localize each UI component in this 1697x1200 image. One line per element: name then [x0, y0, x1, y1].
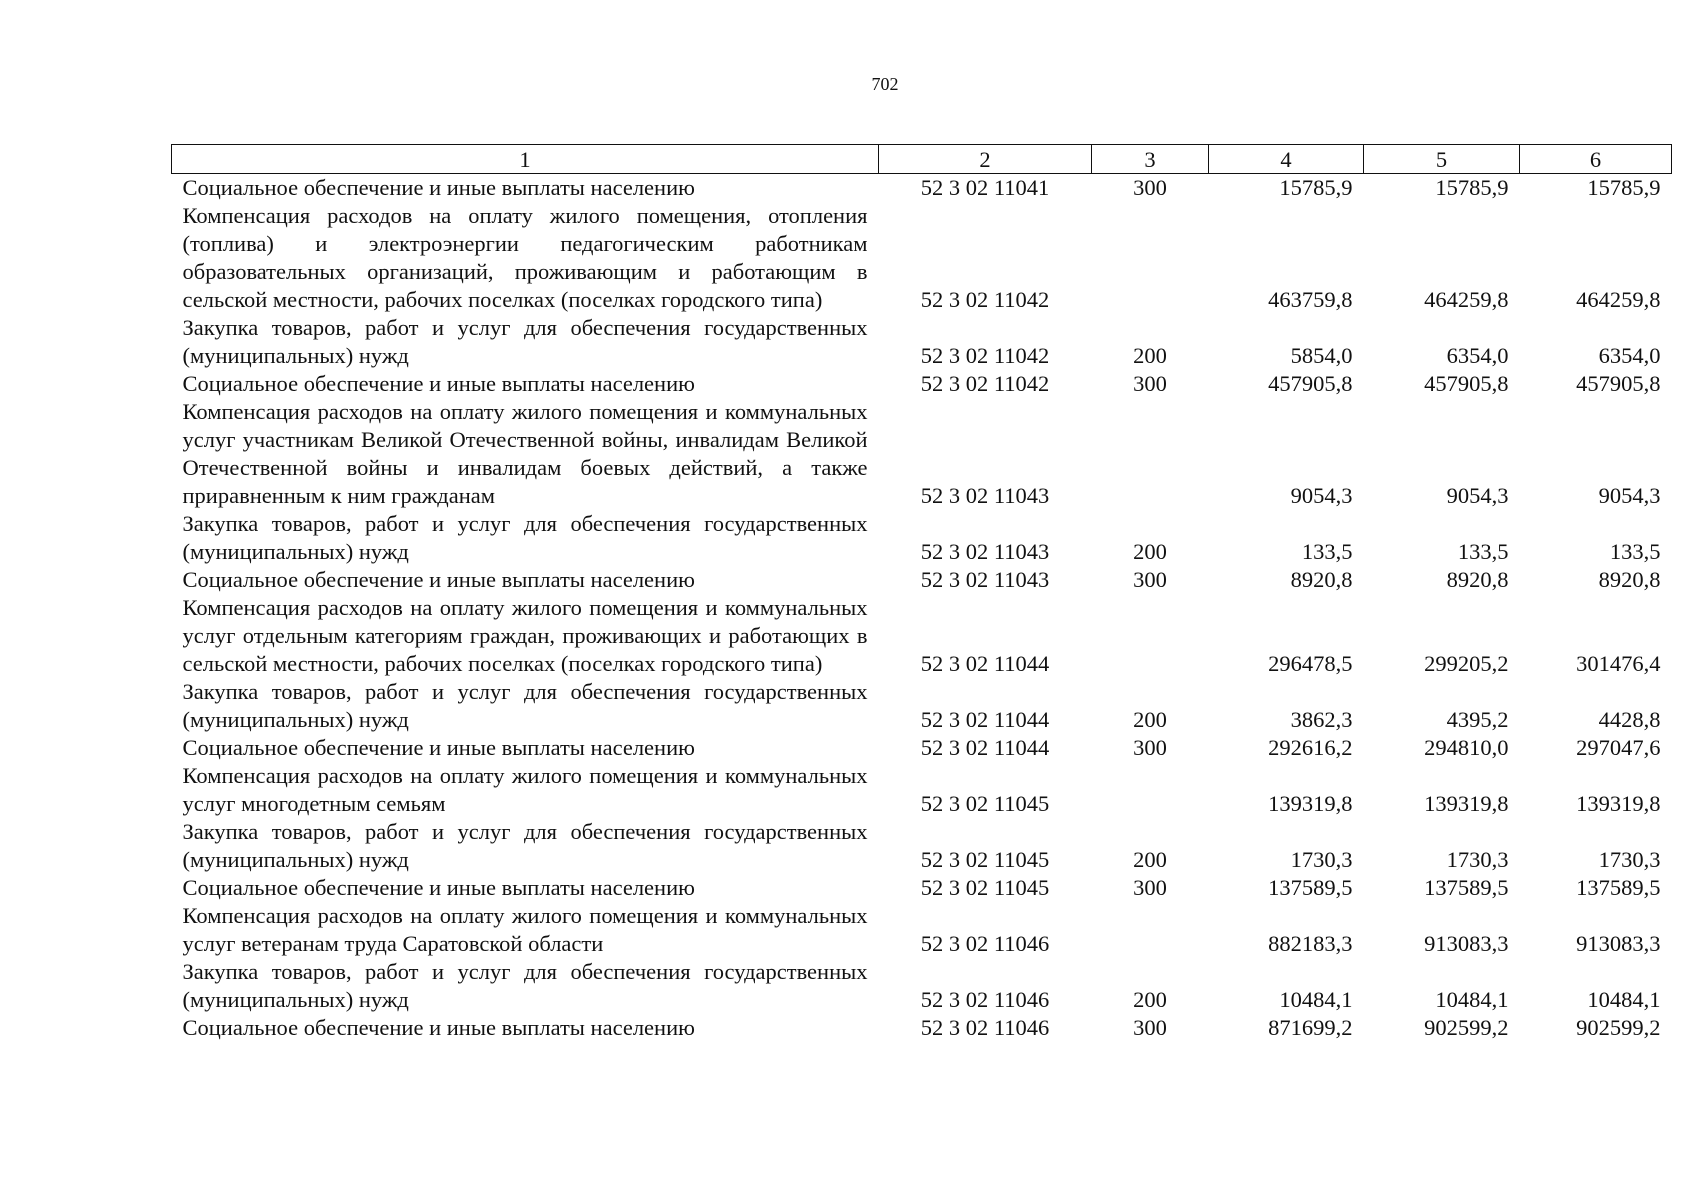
table-row [172, 566, 1672, 594]
table-header [172, 145, 1672, 174]
row-name-cell: Социальное обеспечение и иные выплаты населению [182, 371, 695, 396]
row-expense-type-cell: 300 [1133, 371, 1167, 396]
row-value-col6-cell: 15785,9 [1587, 175, 1661, 200]
table-row [172, 734, 1672, 762]
row-value-col6-cell: 9054,3 [1598, 483, 1661, 508]
row-value-col6-cell: 137589,5 [1576, 875, 1661, 900]
table-row [172, 594, 1672, 678]
row-expense-type-cell: 300 [1133, 175, 1167, 200]
row-value-col6-cell: 8920,8 [1598, 567, 1661, 592]
table-body [172, 174, 1672, 1043]
row-expense-type-cell: 200 [1133, 707, 1167, 732]
row-name-cell: Социальное обеспечение и иные выплаты населению [182, 735, 695, 760]
header-col-5: 5 [1364, 145, 1520, 174]
row-name-cell: Социальное обеспечение и иные выплаты населению [182, 1015, 695, 1040]
row-value-col4-cell: 457905,8 [1268, 371, 1353, 396]
row-value-col5-cell: 299205,2 [1424, 651, 1509, 676]
table-row [172, 958, 1672, 1014]
row-expense-type-cell: 200 [1133, 343, 1167, 368]
header-col-3: 3 [1092, 145, 1209, 174]
row-code-cell: 52 3 02 11042 [920, 287, 1050, 312]
row-value-col6-cell: 301476,4 [1576, 651, 1661, 676]
table-row [172, 678, 1672, 734]
row-value-col6-cell: 1730,3 [1598, 847, 1661, 872]
table-row [172, 314, 1672, 370]
row-value-col5-cell: 913083,3 [1424, 931, 1509, 956]
row-value-col5-cell: 137589,5 [1424, 875, 1509, 900]
row-name-cell: Компенсация расходов на оплату жилого помещения и коммунальных услуг многодетным семьям [182, 763, 868, 816]
budget-table [171, 144, 1672, 1042]
row-name-cell: Компенсация расходов на оплату жилого помещения, отопления (топлива) и электроэнергии педагогическим работникам образовательных организаций, проживающим и работающим в сельской местности, рабочих поселках (поселках городского типа) [182, 203, 868, 312]
row-value-col6-cell: 457905,8 [1576, 371, 1661, 396]
row-value-col6-cell: 6354,0 [1598, 343, 1661, 368]
row-value-col4-cell: 137589,5 [1268, 875, 1353, 900]
table-row [172, 174, 1672, 203]
row-value-col5-cell: 457905,8 [1424, 371, 1509, 396]
row-value-col5-cell: 15785,9 [1435, 175, 1509, 200]
row-name-cell: Социальное обеспечение и иные выплаты населению [182, 567, 695, 592]
row-value-col4-cell: 463759,8 [1268, 287, 1353, 312]
row-expense-type-cell [1092, 398, 1209, 510]
row-expense-type-cell: 300 [1133, 875, 1167, 900]
row-value-col6-cell: 133,5 [1609, 539, 1661, 564]
row-value-col5-cell: 133,5 [1457, 539, 1509, 564]
row-name-cell: Компенсация расходов на оплату жилого помещения и коммунальных услуг ветеранам труда Саратовской области [182, 903, 868, 956]
row-value-col5-cell: 8920,8 [1446, 567, 1509, 592]
row-expense-type-cell: 300 [1133, 735, 1167, 760]
row-code-cell: 52 3 02 11041 [920, 175, 1050, 200]
table-row [172, 902, 1672, 958]
row-value-col4-cell: 133,5 [1301, 539, 1353, 564]
table-row [172, 874, 1672, 902]
row-expense-type-cell: 200 [1133, 987, 1167, 1012]
row-code-cell: 52 3 02 11045 [920, 875, 1050, 900]
row-value-col4-cell: 139319,8 [1268, 791, 1353, 816]
row-expense-type-cell: 300 [1133, 567, 1167, 592]
row-value-col4-cell: 8920,8 [1290, 567, 1353, 592]
row-value-col4-cell: 10484,1 [1279, 987, 1353, 1012]
row-value-col4-cell: 3862,3 [1290, 707, 1353, 732]
row-code-cell: 52 3 02 11043 [920, 539, 1050, 564]
row-expense-type-cell [1092, 902, 1209, 958]
row-value-col5-cell: 139319,8 [1424, 791, 1509, 816]
row-expense-type-cell: 200 [1133, 847, 1167, 872]
row-name-cell: Закупка товаров, работ и услуг для обеспечения государственных (муниципальных) нужд [182, 819, 868, 872]
row-code-cell: 52 3 02 11042 [920, 371, 1050, 396]
table-row [172, 510, 1672, 566]
row-expense-type-cell [1092, 202, 1209, 314]
row-code-cell: 52 3 02 11046 [920, 931, 1050, 956]
row-name-cell: Компенсация расходов на оплату жилого помещения и коммунальных услуг отдельным категориям граждан, проживающих и работающих в сельской местности, рабочих поселках (поселках городского типа) [182, 595, 868, 676]
row-value-col6-cell: 913083,3 [1576, 931, 1661, 956]
row-value-col6-cell: 139319,8 [1576, 791, 1661, 816]
row-expense-type-cell [1092, 762, 1209, 818]
header-col-1: 1 [172, 145, 879, 174]
table-row [172, 762, 1672, 818]
row-value-col5-cell: 10484,1 [1435, 987, 1509, 1012]
row-expense-type-cell [1092, 594, 1209, 678]
row-value-col4-cell: 292616,2 [1268, 735, 1353, 760]
table-row [172, 398, 1672, 510]
row-code-cell: 52 3 02 11044 [920, 735, 1050, 760]
row-name-cell: Закупка товаров, работ и услуг для обеспечения государственных (муниципальных) нужд [182, 679, 868, 732]
row-name-cell: Компенсация расходов на оплату жилого помещения и коммунальных услуг участникам Великой Отечественной войны, инвалидам Великой Отечественной войны и инвалидам боевых действий, а также приравненным к ним гражданам [182, 399, 868, 508]
row-name-cell: Социальное обеспечение и иные выплаты населению [182, 875, 695, 900]
row-value-col4-cell: 1730,3 [1290, 847, 1353, 872]
row-value-col5-cell: 4395,2 [1446, 707, 1509, 732]
row-name-cell: Закупка товаров, работ и услуг для обеспечения государственных (муниципальных) нужд [182, 315, 868, 368]
row-value-col4-cell: 5854,0 [1290, 343, 1353, 368]
row-value-col6-cell: 902599,2 [1576, 1015, 1661, 1040]
table-row [172, 202, 1672, 314]
row-name-cell: Закупка товаров, работ и услуг для обеспечения государственных (муниципальных) нужд [182, 959, 868, 1012]
header-row [172, 145, 1672, 174]
header-col-4: 4 [1209, 145, 1364, 174]
row-value-col6-cell: 4428,8 [1598, 707, 1661, 732]
header-col-2: 2 [879, 145, 1092, 174]
row-value-col6-cell: 10484,1 [1587, 987, 1661, 1012]
row-value-col5-cell: 1730,3 [1446, 847, 1509, 872]
row-value-col5-cell: 464259,8 [1424, 287, 1509, 312]
row-value-col5-cell: 9054,3 [1446, 483, 1509, 508]
row-expense-type-cell: 300 [1133, 1015, 1167, 1040]
row-code-cell: 52 3 02 11043 [920, 567, 1050, 592]
table-row [172, 370, 1672, 398]
row-name-cell: Закупка товаров, работ и услуг для обеспечения государственных (муниципальных) нужд [182, 511, 868, 564]
row-value-col6-cell: 464259,8 [1576, 287, 1661, 312]
row-value-col5-cell: 294810,0 [1424, 735, 1509, 760]
page-number: 702 [871, 74, 899, 94]
row-value-col4-cell: 15785,9 [1279, 175, 1353, 200]
table-row [172, 818, 1672, 874]
row-expense-type-cell: 200 [1133, 539, 1167, 564]
row-code-cell: 52 3 02 11045 [920, 847, 1050, 872]
row-name-cell: Социальное обеспечение и иные выплаты населению [182, 175, 695, 200]
row-value-col4-cell: 9054,3 [1290, 483, 1353, 508]
row-code-cell: 52 3 02 11046 [920, 1015, 1050, 1040]
row-value-col5-cell: 902599,2 [1424, 1015, 1509, 1040]
header-col-6: 6 [1520, 145, 1672, 174]
row-code-cell: 52 3 02 11043 [920, 483, 1050, 508]
row-code-cell: 52 3 02 11042 [920, 343, 1050, 368]
row-value-col5-cell: 6354,0 [1446, 343, 1509, 368]
row-value-col4-cell: 882183,3 [1268, 931, 1353, 956]
row-code-cell: 52 3 02 11044 [920, 707, 1050, 732]
table-row [172, 1014, 1672, 1042]
row-value-col6-cell: 297047,6 [1576, 735, 1661, 760]
row-code-cell: 52 3 02 11045 [920, 791, 1050, 816]
row-value-col4-cell: 871699,2 [1268, 1015, 1353, 1040]
row-code-cell: 52 3 02 11044 [920, 651, 1050, 676]
row-value-col4-cell: 296478,5 [1268, 651, 1353, 676]
row-code-cell: 52 3 02 11046 [920, 987, 1050, 1012]
